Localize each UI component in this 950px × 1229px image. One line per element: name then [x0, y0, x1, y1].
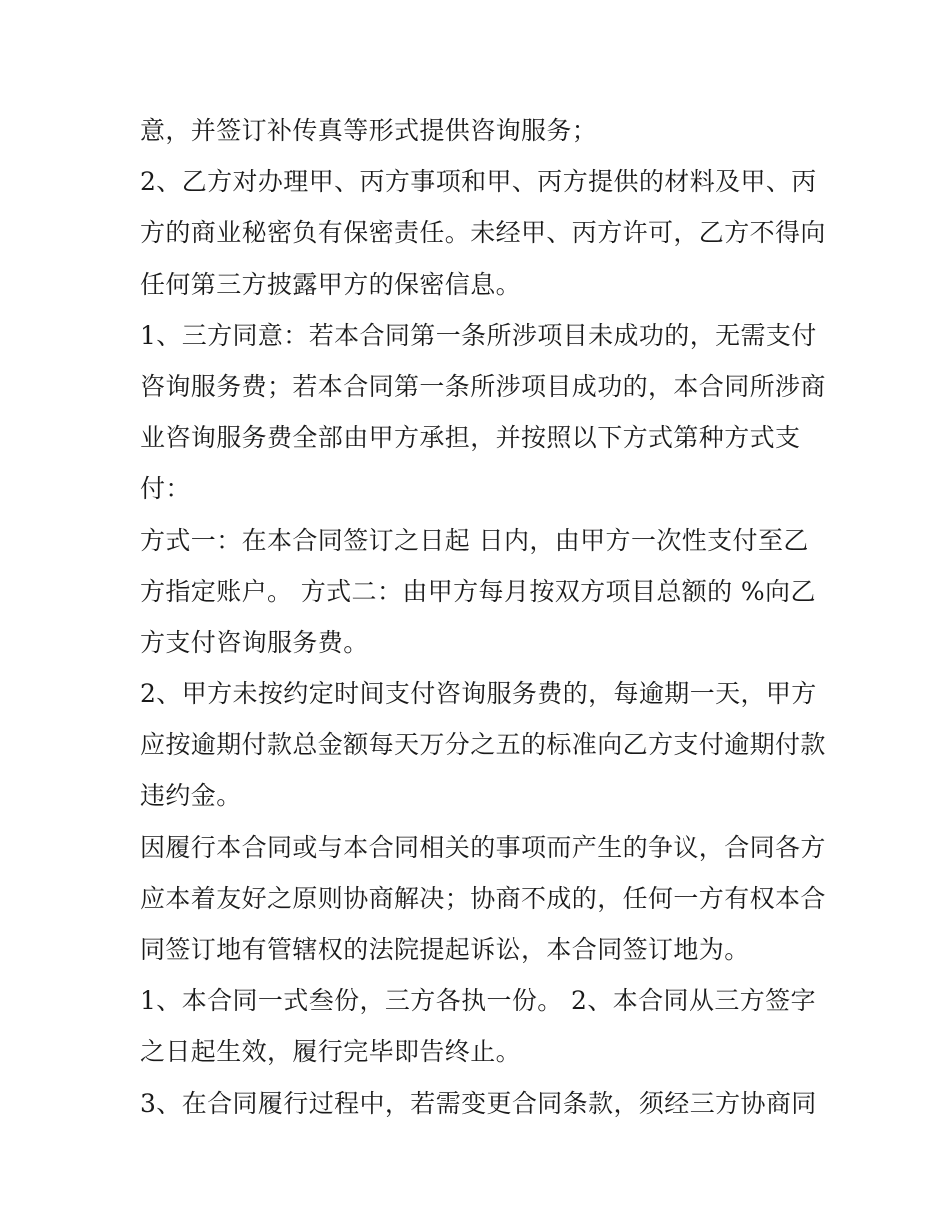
text-line-1: 意，并签订补传真等形式提供咨询服务；: [140, 116, 598, 145]
text-line-2: 2、乙方对办理甲、丙方事项和甲、丙方提供的材料及甲、丙: [140, 167, 817, 197]
text-line-20: 3、在合同履行过程中，若需变更合同条款，须经三方协商同: [140, 1088, 817, 1118]
text-line-12: 2、甲方未按约定时间支付咨询服务费的，每逾期一天，甲方: [140, 679, 817, 709]
text-line-13: 应按逾期付款总金额每天万分之五的标准向乙方支付逾期付款: [140, 730, 826, 760]
contract-text-body: [140, 105, 826, 1129]
text-line-11: 方支付咨询服务费。: [140, 627, 369, 657]
text-line-9: 方式一：在本合同签订之日起 日内，由甲方一次性支付至乙: [140, 525, 809, 555]
text-line-18: 1、本合同一式叁份，三方各执一份。 2、本合同从三方签字: [140, 986, 816, 1016]
text-line-3: 方的商业秘密负有保密责任。未经甲、丙方许可，乙方不得向: [140, 218, 826, 248]
text-line-4: 任何第三方披露甲方的保密信息。: [140, 269, 522, 299]
text-line-10: 方指定账户。 方式二：由甲方每月按双方项目总额的 %向乙: [140, 576, 816, 606]
text-line-6: 咨询服务费；若本合同第一条所涉项目成功的，本合同所涉商: [140, 371, 826, 401]
text-line-16: 应本着友好之原则协商解决；协商不成的，任何一方有权本合: [140, 883, 826, 913]
text-line-15: 因履行本合同或与本合同相关的事项而产生的争议，合同各方: [140, 832, 826, 862]
text-line-5: 1、三方同意：若本合同第一条所涉项目未成功的，无需支付: [140, 320, 817, 350]
text-line-19: 之日起生效，履行完毕即告终止。: [140, 1037, 522, 1067]
text-line-8: 付：: [140, 474, 191, 504]
text-line-7: 业咨询服务费全部由甲方承担，并按照以下方式第种方式支: [140, 423, 801, 453]
text-line-17: 同签订地有管辖权的法院提起诉讼，本合同签订地为。: [140, 935, 750, 964]
text-line-14: 违约金。: [140, 781, 242, 811]
